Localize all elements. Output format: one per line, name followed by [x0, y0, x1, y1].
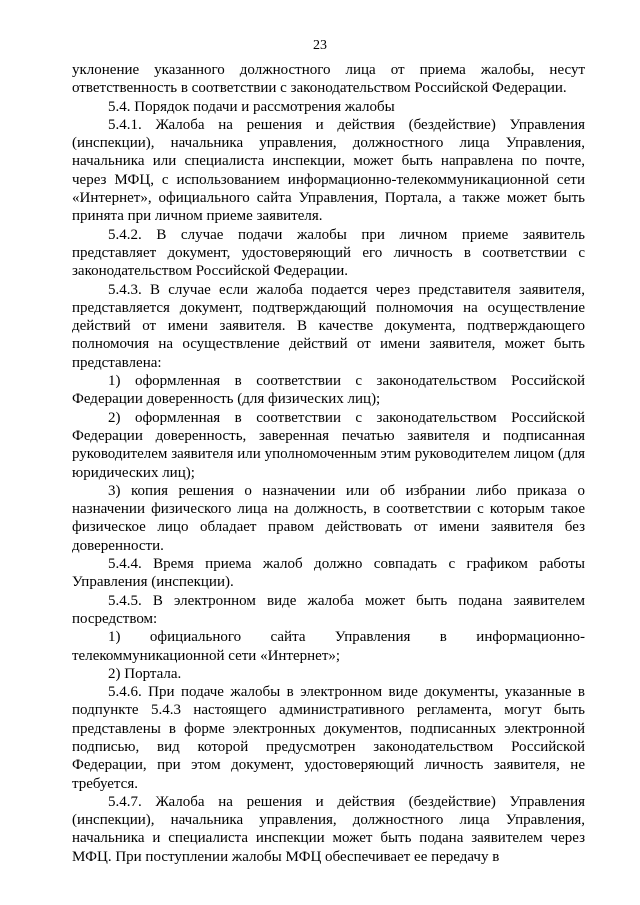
paragraph-5-4-4: 5.4.4. Время приема жалоб должно совпадать с графиком работы Управления (инспекции).	[72, 556, 585, 591]
list-item-5-4-5-2: 2) Портала.	[108, 665, 182, 682]
paragraph-5-4-3: 5.4.3. В случае если жалоба подается через представителя заявителя, представляется документ, подтверждающий полномочия на осуществление действий от имени заявителя. В качестве документа, подтверждающего полномочия на осуществление действий от имени заявителя, может быть представлена:	[72, 281, 585, 371]
document-body	[72, 61, 585, 866]
paragraph-5-4-1: 5.4.1. Жалоба на решения и действия (бездействие) Управления (инспекции), начальника управления, должностного лица Управления, начальника или специалиста инспекции, может быть направлена по почте, через МФЦ, с использованием информационно-телекоммуникационной сети «Интернет», официального сайта Управления, Портала, а также может быть принята при личном приеме заявителя.	[72, 116, 585, 225]
paragraph-5-4-7: 5.4.7. Жалоба на решения и действия (бездействие) Управления (инспекции), начальника управления, должностного лица Управления, начальника и специалиста инспекции может быть подана заявителем через МФЦ. При поступлении жалобы МФЦ обеспечивает ее передачу в	[72, 793, 585, 865]
paragraph-5-4-6: 5.4.6. При подаче жалобы в электронном виде документы, указанные в подпункте 5.4.3 настоящего административного регламента, могут быть представлены в форме электронных документов, подписанных электронной подписью, вид которой предусмотрен законодательством Российской Федерации, при этом документ, удостоверяющий личность заявителя, не требуется.	[72, 684, 585, 792]
paragraph-5-4-2: 5.4.2. В случае подачи жалобы при личном приеме заявитель представляет документ, удостоверяющий его личность в соответствии с законодательством Российской Федерации.	[72, 226, 585, 280]
section-heading-5-4: 5.4. Порядок подачи и рассмотрения жалобы	[108, 98, 395, 115]
list-item-5-4-5-1: 1) официального сайта Управления в информационно-телекоммуникационной сети «Интернет»;	[72, 629, 585, 664]
list-item-5-4-3-2: 2) оформленная в соответствии с законодательством Российской Федерации доверенность, заверенная печатью заявителя и подписанная руководителем заявителя или уполномоченным этим руководителем лицом (для юридических лиц);	[72, 409, 585, 481]
page-number: 23	[313, 38, 327, 53]
paragraph-continuation: уклонение указанного должностного лица от приема жалобы, несут ответственность в соответствии с законодательством Российской Федерации.	[72, 62, 585, 97]
list-item-5-4-3-1: 1) оформленная в соответствии с законодательством Российской Федерации доверенность (для физических лиц);	[72, 373, 585, 408]
paragraph-5-4-5: 5.4.5. В электронном виде жалоба может быть подана заявителем посредством:	[72, 592, 585, 627]
list-item-5-4-3-3: 3) копия решения о назначении или об избрании либо приказа о назначении физического лица на должность, в соответствии с которым такое физическое лицо обладает правом действовать от имени заявителя без доверенности.	[72, 482, 585, 554]
